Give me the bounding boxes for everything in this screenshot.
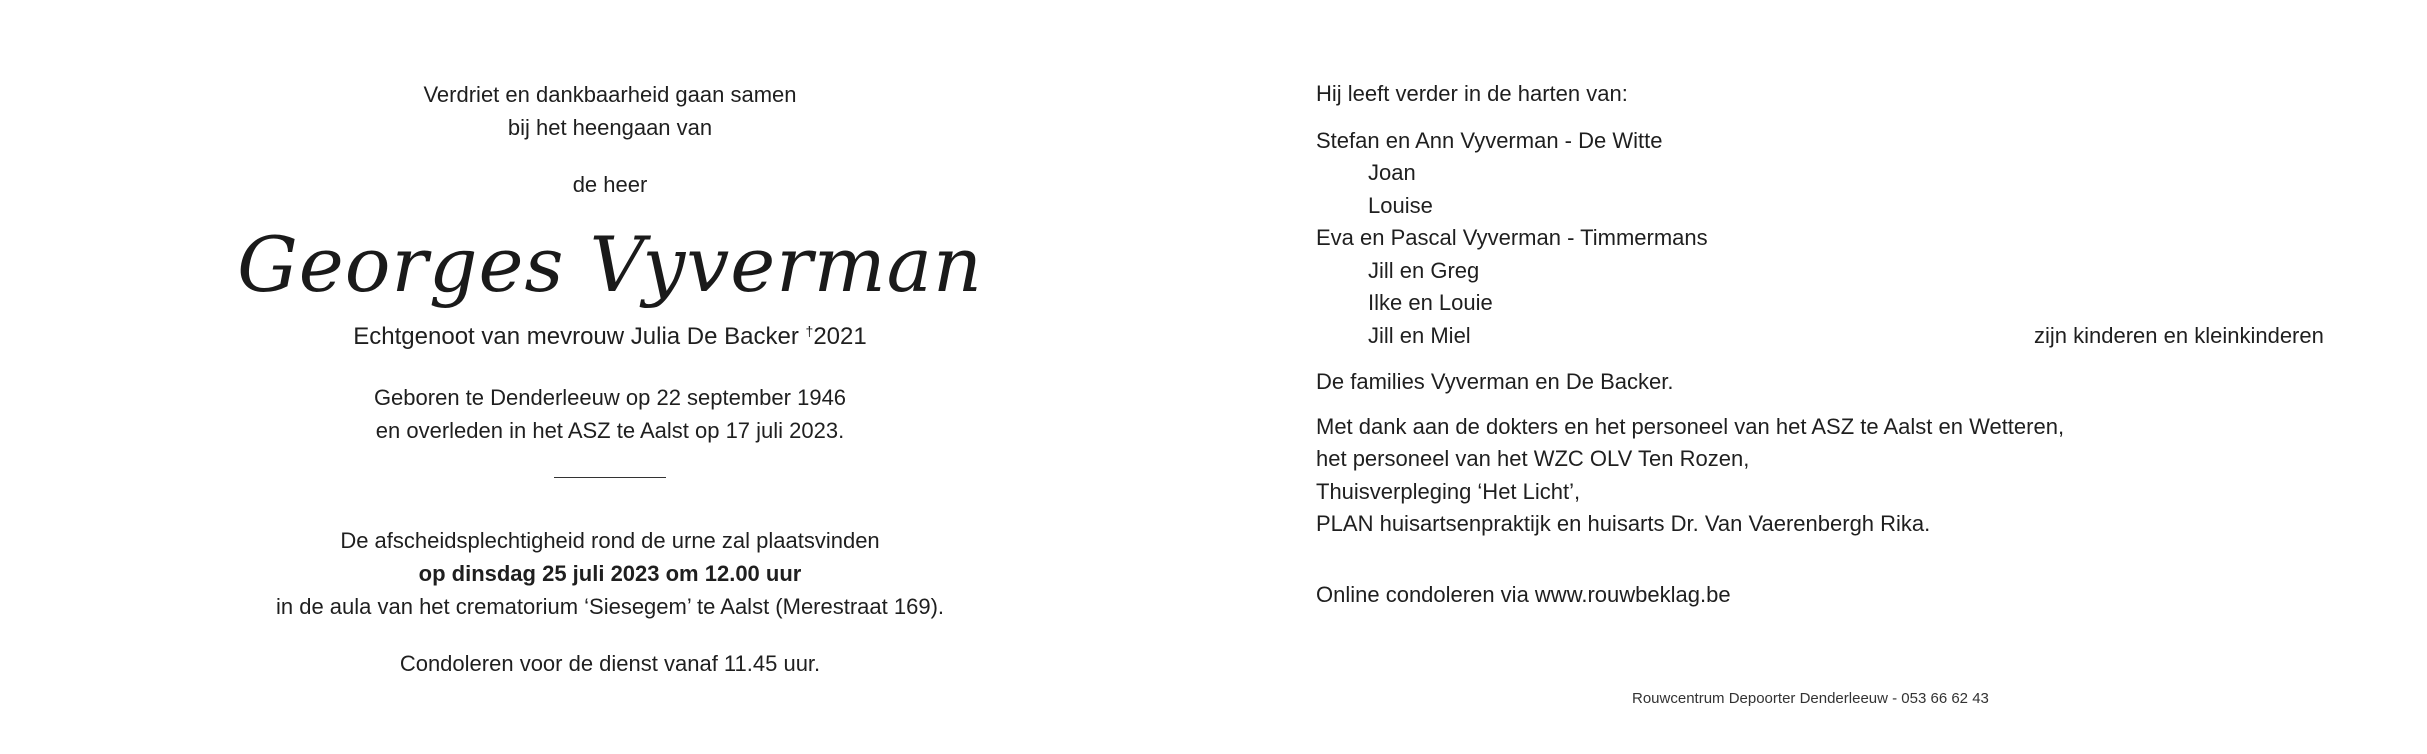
- ceremony-place: in de aula van het crematorium ‘Siesegem’ te Aalst (Merestraat 169).: [275, 594, 945, 619]
- thanks-block: [1316, 411, 2376, 541]
- family-member: Joan: [1368, 160, 1416, 185]
- family-member: Louise: [1368, 192, 1433, 218]
- thanks-line: Thuisverpleging ‘Het Licht’,: [1316, 478, 1581, 504]
- family-last-row: [1316, 320, 2376, 353]
- spouse-line: [230, 315, 990, 353]
- family-member: Ilke en Louie: [1368, 290, 1493, 315]
- cross-mark: †: [805, 323, 814, 339]
- spouse-year: 2021: [813, 323, 867, 350]
- divider-line: [554, 477, 666, 478]
- ceremony-date: op dinsdag 25 juli 2023 om 12.00 uur: [418, 561, 802, 586]
- family-member: Jill en Greg: [1368, 257, 1480, 283]
- announcement-left-column: [230, 78, 990, 680]
- condolence-time: Condoleren voor de dienst vanaf 11.45 uur.: [399, 651, 821, 676]
- thanks-line: PLAN huisartsenpraktijk en huisarts Dr. Van Vaerenbergh Rika.: [1316, 511, 1931, 536]
- families-line: De families Vyverman en De Backer.: [1316, 369, 1674, 394]
- title-text: de heer: [572, 172, 648, 197]
- family-heading: Hij leeft verder in de harten van:: [1316, 81, 1628, 106]
- intro-line-1: Verdriet en dankbaarheid gaan samen: [423, 82, 797, 107]
- spouse-text: Echtgenoot van mevrouw Julia De Backer: [353, 323, 806, 350]
- death-line: en overleden in het ASZ te Aalst op 17 juli 2023.: [375, 418, 845, 443]
- children-label: zijn kinderen en kleinkinderen: [2034, 322, 2324, 348]
- intro-line-2: bij het heengaan van: [507, 115, 713, 140]
- family-member: Eva en Pascal Vyverman - Timmermans: [1316, 225, 1708, 250]
- funeral-home-footer: Rouwcentrum Depoorter Denderleeuw - 053 66 62 43: [1632, 690, 1989, 707]
- birth-line: Geboren te Denderleeuw op 22 september 1946: [373, 385, 847, 410]
- ceremony-line: De afscheidsplechtigheid rond de urne zal plaatsvinden: [340, 528, 880, 553]
- family-member: Jill en Miel: [1368, 322, 1471, 348]
- deceased-name: Georges Vyverman: [237, 220, 983, 309]
- family-list: [1316, 125, 2376, 353]
- online-condolence: Online condoleren via www.rouwbeklag.be: [1316, 581, 1731, 607]
- thanks-line: Met dank aan de dokters en het personeel van het ASZ te Aalst en Wetteren,: [1316, 413, 2065, 439]
- thanks-line: het personeel van het WZC OLV Ten Rozen,: [1316, 446, 1750, 471]
- family-member: Stefan en Ann Vyverman - De Witte: [1316, 127, 1663, 153]
- announcement-right-column: [1316, 78, 2376, 611]
